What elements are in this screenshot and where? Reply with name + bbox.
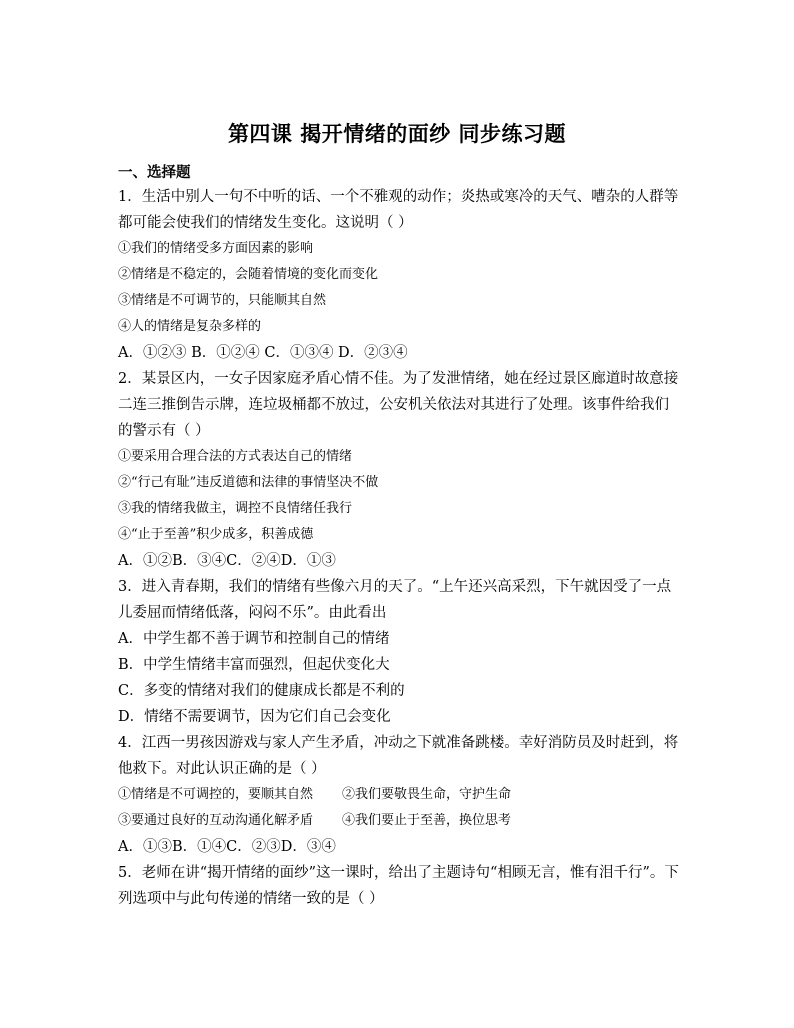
statement: ③要通过良好的互动沟通化解矛盾 [118, 813, 314, 828]
question-stem: 2．某景区内，一女子因家庭矛盾心情不佳。为了发泄情绪，她在经过景区廊道时故意接二连三推倒告示牌，连垃圾桶都不放过，公安机关依法对其进行了处理。该事件给我们的警示有（ ） [118, 371, 679, 439]
statement: ①情绪是不可调控的，要顺其自然 [118, 787, 314, 802]
statement: ①我们的情绪受多方面因素的影响 [118, 241, 314, 256]
statement: ④我们要止于至善，换位思考 [342, 813, 512, 828]
question-5 [118, 860, 680, 912]
statement: ②情绪是不稳定的，会随着情境的变化而变化 [118, 267, 379, 282]
statement: ②“行己有耻”违反道德和法律的事情坚决不做 [118, 475, 379, 490]
question-stem: 4．江西一男孩因游戏与家人产生矛盾，冲动之下就准备跳楼。幸好消防员及时赶到，将他救下。对此认识正确的是（ ） [118, 735, 679, 777]
answer-choices: A．①②③ B．①②④ C．①③④ D．②③④ [118, 345, 408, 361]
choice-a: A．中学生都不善于调节和控制自己的情绪 [118, 631, 390, 647]
question-1 [118, 184, 680, 366]
choice-b: B．中学生情绪丰富而强烈，但起伏变化大 [118, 657, 390, 673]
statement-row [118, 808, 680, 834]
answer-choices: A．①②B．③④C．②④D．①③ [118, 553, 336, 569]
statement: ①要采用合理合法的方式表达自己的情绪 [118, 449, 353, 464]
statement: ③情绪是不可调节的，只能顺其自然 [118, 293, 327, 308]
section-heading: 一、选择题 [118, 164, 191, 181]
choice-d: D．情绪不需要调节，因为它们自己会变化 [118, 709, 391, 725]
question-stem: 3．进入青春期，我们的情绪有些像六月的天了。“上午还兴高采烈，下午就因受了一点儿委屈而情绪低落，闷闷不乐”。由此看出 [118, 579, 672, 621]
page-title: 第四课 揭开情绪的面纱 同步练习题 [227, 121, 567, 146]
question-list [118, 184, 680, 912]
choice-c: C．多变的情绪对我们的健康成长都是不利的 [118, 683, 405, 699]
statement: ④“止于至善”积少成多，积善成德 [118, 527, 314, 542]
answer-choices: A．①③B．①④C．②③D．③④ [118, 839, 336, 855]
question-stem: 1．生活中别人一句不中听的话、一个不雅观的动作；炎热或寒冷的天气、嘈杂的人群等都可能会使我们的情绪发生变化。这说明（ ） [118, 189, 679, 231]
question-4 [118, 730, 680, 860]
question-stem: 5．老师在讲“揭开情绪的面纱”这一课时，给出了主题诗句“相顾无言，惟有泪千行”。下列选项中与此句传递的情绪一致的是（ ） [118, 865, 679, 907]
question-2 [118, 366, 680, 574]
statement: ③我的情绪我做主，调控不良情绪任我行 [118, 501, 353, 516]
statement-row [118, 782, 680, 808]
statement: ④人的情绪是复杂多样的 [118, 319, 262, 334]
statement: ②我们要敬畏生命，守护生命 [342, 787, 512, 802]
question-3 [118, 574, 680, 730]
